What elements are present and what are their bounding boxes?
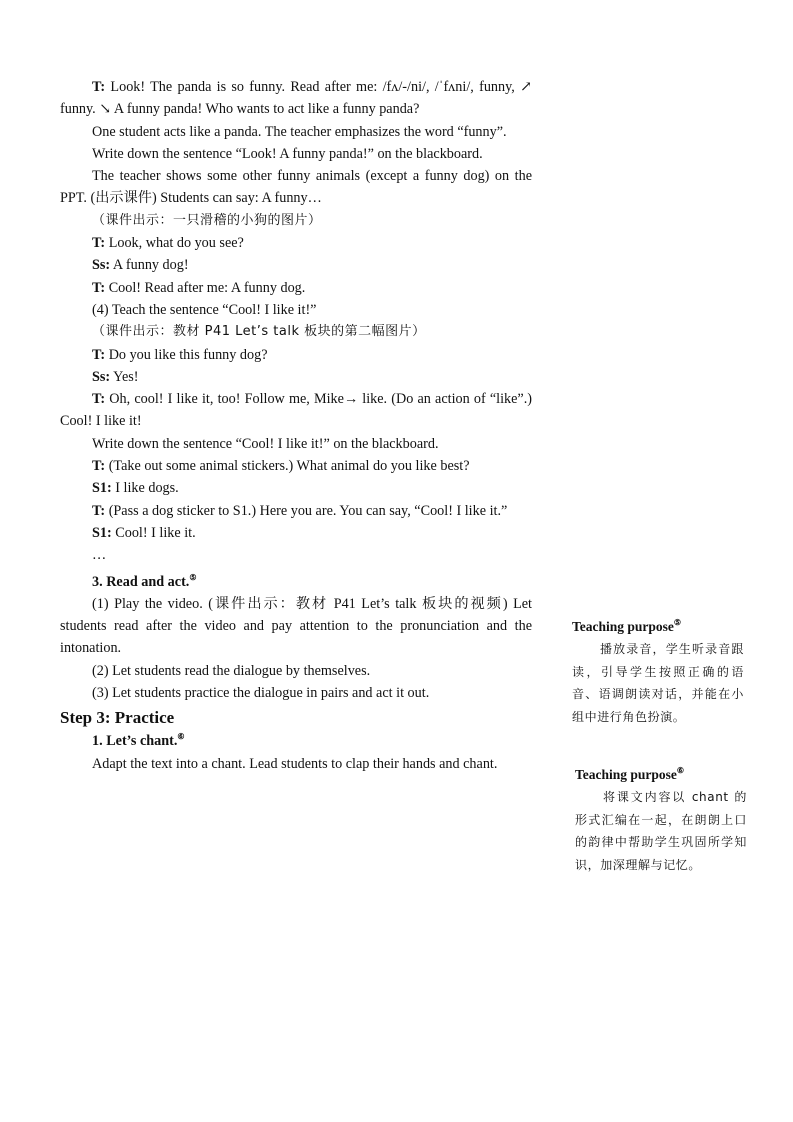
dialogue-line	[60, 455, 532, 477]
dialogue-line	[60, 232, 532, 254]
speaker-label: S1:	[92, 524, 112, 541]
dialogue-text: A funny dog!	[110, 257, 189, 274]
dialogue-text: Look, what do you see?	[105, 235, 244, 252]
paragraph	[60, 76, 532, 121]
dialogue-line	[60, 477, 532, 499]
speaker-label: Ss:	[92, 368, 111, 385]
speaker-label: Ss:	[92, 257, 111, 274]
teaching-purpose-note-2	[575, 764, 747, 876]
teaching-purpose-note-1	[572, 616, 744, 728]
lesson-body	[60, 76, 532, 775]
footnote-marker: ⑤	[189, 572, 197, 582]
section-heading-text: 3. Read and act.	[92, 573, 190, 590]
speaker-label: T:	[92, 235, 106, 252]
dialogue-text: Oh, cool! I like it, too! Follow me, Mike→ like. (Do an action of “like”.) Cool! I like it!	[60, 391, 532, 430]
paragraph: The teacher shows some other funny animals (except a funny dog) on the PPT. (出示课件) Students can say: A funny…	[60, 168, 532, 207]
dialogue-line	[60, 254, 532, 276]
footnote-marker: ⑥	[676, 766, 685, 775]
dialogue-line	[60, 522, 532, 544]
paragraph: Adapt the text into a chant. Lead students to clap their hands and chant.	[92, 755, 498, 772]
speaker-label: T:	[92, 458, 106, 475]
footnote-marker: ⑤	[673, 618, 682, 627]
dialogue-line	[60, 388, 532, 433]
speaker-label: T:	[92, 346, 106, 363]
section-heading-lets-chant	[60, 730, 532, 752]
dialogue-text: (Take out some animal stickers.) What animal do you like best?	[105, 458, 470, 475]
paragraph: One student acts like a panda. The teacher emphasizes the word “funny”.	[92, 123, 507, 140]
section-heading-read-and-act	[60, 571, 532, 593]
paragraph: (4) Teach the sentence “Cool! I like it!”	[92, 301, 317, 318]
speaker-label: T:	[92, 279, 106, 296]
dialogue-line	[60, 366, 532, 388]
dialogue-line	[60, 500, 532, 522]
ellipsis: …	[92, 547, 107, 564]
section-heading-text: 1. Let’s chant.	[92, 733, 178, 750]
footnote-marker: ⑥	[177, 732, 185, 742]
speaker-label: S1:	[92, 480, 112, 497]
dialogue-line	[60, 277, 532, 299]
courseware-note: （课件出示：教材 P41 Let’s talk 板块的第二幅图片）	[92, 324, 426, 340]
dialogue-text: Cool! Read after me: A funny dog.	[105, 279, 306, 296]
speaker-label: T:	[92, 79, 106, 95]
paragraph: (2) Let students read the dialogue by themselves.	[92, 662, 371, 679]
dialogue-text: Cool! I like it.	[111, 524, 196, 541]
dialogue-text: Do you like this funny dog?	[105, 346, 268, 363]
note-body: 播放录音，学生听录音跟读，引导学生按照正确的语音、语调朗读对话，并能在小组中进行角色扮演。	[572, 642, 744, 724]
paragraph: Write down the sentence “Look! A funny panda!” on the blackboard.	[92, 145, 483, 162]
paragraph: Write down the sentence “Cool! I like it!” on the blackboard.	[92, 435, 439, 452]
courseware-note: （课件出示：一只滑稽的小狗的图片）	[92, 212, 322, 228]
dialogue-line	[60, 344, 532, 366]
dialogue-text: (Pass a dog sticker to S1.) Here you are. You can say, “Cool! I like it.”	[105, 502, 508, 519]
note-title	[575, 764, 747, 786]
dialogue-text: I like dogs.	[111, 480, 179, 497]
paragraph-text: Look! The panda is so funny. Read after me: /fʌ/-/ni/, /ˈfʌni/, funny, ↗ funny. ↘ A funny panda! Who wants to act like a funny panda?	[60, 79, 532, 118]
step-heading-practice: Step 3: Practice	[60, 708, 175, 728]
note-title-text: Teaching purpose	[572, 619, 674, 634]
paragraph: (1) Play the video. (课件出示：教材 P41 Let’s talk 板块的视频) Let students read after the video and pay attention to the pronunciation and the intonation.	[60, 595, 532, 657]
speaker-label: T:	[92, 502, 106, 519]
speaker-label: T:	[92, 391, 106, 408]
note-title	[572, 616, 744, 638]
note-title-text: Teaching purpose	[575, 767, 677, 782]
note-body: 将课文内容以 chant 的形式汇编在一起，在朗朗上口的韵律中帮助学生巩固所学知识，加深理解与记忆。	[575, 790, 747, 872]
dialogue-text: Yes!	[110, 368, 139, 385]
paragraph: (3) Let students practice the dialogue in pairs and act it out.	[92, 685, 430, 702]
